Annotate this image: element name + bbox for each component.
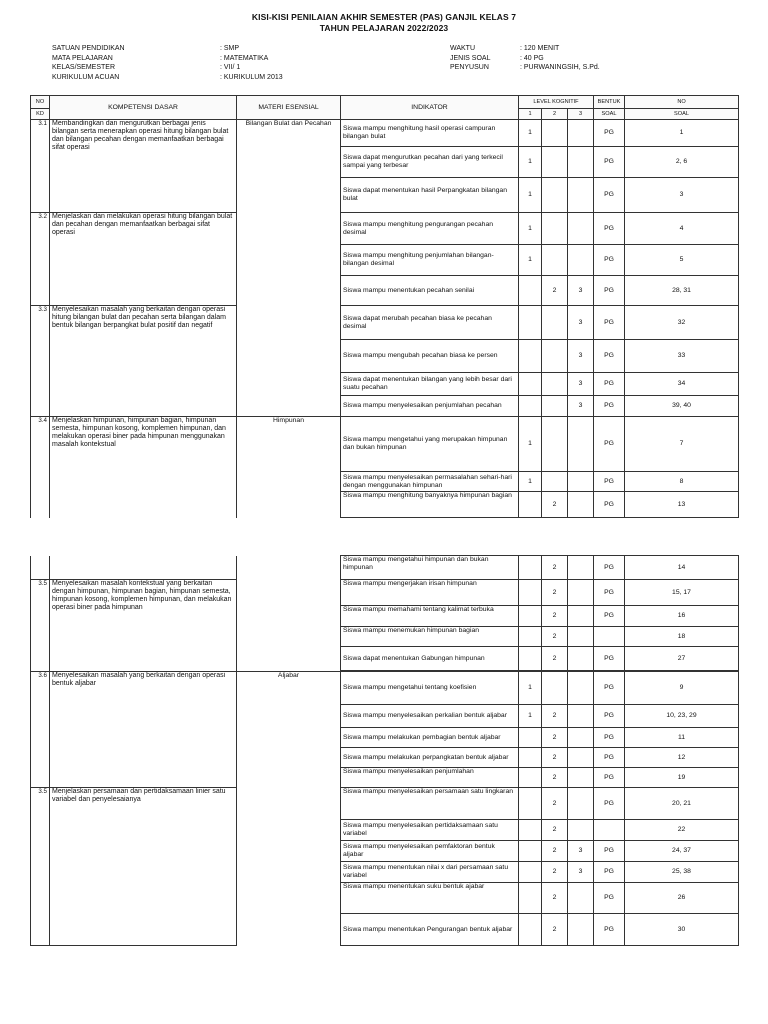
- no-soal-cell: 30: [625, 914, 739, 946]
- level-2-cell: 2: [542, 627, 568, 647]
- no-soal-cell: 15, 17: [625, 580, 739, 606]
- indikator-cell: Siswa mampu menghitung banyaknya himpunan bagian: [341, 492, 519, 518]
- kd-number: 3.4: [31, 417, 50, 518]
- level-3-cell: [568, 178, 594, 213]
- level-2-cell: 2: [542, 580, 568, 606]
- level-2-cell: 2: [542, 788, 568, 820]
- kd-number: 3.5: [31, 580, 50, 672]
- level-1-cell: [519, 748, 542, 768]
- bentuk-cell: [594, 627, 625, 647]
- level-2-cell: 2: [542, 820, 568, 841]
- level-2-cell: 2: [542, 556, 568, 580]
- level-3-cell: [568, 245, 594, 276]
- level-1-cell: 1: [519, 178, 542, 213]
- indikator-cell: Siswa mampu menentukan pecahan senilai: [341, 276, 519, 306]
- meta-label: JENIS SOAL: [450, 54, 491, 62]
- level-3-cell: [568, 492, 594, 518]
- no-soal-cell: 7: [625, 417, 739, 472]
- level-3-cell: [568, 914, 594, 946]
- bentuk-cell: PG: [594, 748, 625, 768]
- header-indikator: INDIKATOR: [341, 96, 519, 120]
- level-2-cell: 2: [542, 705, 568, 728]
- kd-text: Menyelesaikan masalah yang berkaitan dengan operasi bentuk aljabar: [50, 672, 237, 788]
- indikator-cell: Siswa dapat mengurutkan pecahan dari yang terkecil sampai yang terbesar: [341, 147, 519, 178]
- level-1-cell: [519, 606, 542, 627]
- level-2-cell: 2: [542, 728, 568, 748]
- title-line-2: TAHUN PELAJARAN 2022/2023: [319, 23, 449, 33]
- level-1-cell: [519, 340, 542, 373]
- bentuk-cell: PG: [594, 788, 625, 820]
- meta-row: [52, 73, 283, 83]
- level-1-cell: 1: [519, 245, 542, 276]
- kd-text: Menjelaskan dan melakukan operasi hitung bilangan bulat dan pecahan dengan memanfaatkan berbagai sifat operasi: [50, 213, 237, 306]
- meta-row: [52, 44, 283, 54]
- title-line-1: KISI-KISI PENILAIAN AKHIR SEMESTER (PAS) GANJIL KELAS 7: [251, 12, 517, 22]
- bentuk-cell: PG: [594, 373, 625, 396]
- no-soal-cell: 26: [625, 883, 739, 914]
- bentuk-cell: PG: [594, 276, 625, 306]
- level-2-cell: 2: [542, 841, 568, 862]
- indikator-cell: Siswa mampu menyelesaikan perkalian bentuk aljabar: [341, 705, 519, 728]
- level-3-cell: [568, 705, 594, 728]
- meta-row: [52, 54, 283, 64]
- level-2-cell: [542, 147, 568, 178]
- header-no-soal-bottom: SOAL: [625, 109, 739, 120]
- meta-value: : 40 PG: [520, 54, 544, 62]
- indikator-cell: Siswa dapat merubah pecahan biasa ke pecahan desimal: [341, 306, 519, 340]
- meta-value: : MATEMATIKA: [220, 54, 269, 62]
- level-3-cell: [568, 788, 594, 820]
- kd-text: Menyelesaikan masalah kontekstual yang berkaitan dengan himpunan, himpunan bagian, himpunan semesta, himpunan kosong, komplemen himpunan, dan melakukan operasi biner pada himpunan: [50, 580, 237, 672]
- bentuk-cell: PG: [594, 147, 625, 178]
- bentuk-cell: [594, 820, 625, 841]
- materi-cell: Aljabar: [237, 672, 341, 946]
- header-materi: MATERI ESENSIAL: [237, 96, 341, 120]
- level-3-cell: 3: [568, 841, 594, 862]
- level-2-cell: [542, 340, 568, 373]
- no-soal-cell: 39, 40: [625, 396, 739, 417]
- level-2-cell: 2: [542, 606, 568, 627]
- level-3-cell: [568, 883, 594, 914]
- bentuk-cell: PG: [594, 672, 625, 705]
- indikator-cell: Siswa mampu mengubah pecahan biasa ke persen: [341, 340, 519, 373]
- header-no-soal: NO: [625, 96, 739, 109]
- bentuk-cell: PG: [594, 178, 625, 213]
- meta-row: [52, 63, 283, 73]
- table-row: [31, 580, 739, 606]
- indikator-cell: Siswa mampu menentukan suku bentuk ajabar: [341, 883, 519, 914]
- indikator-cell: Siswa dapat menentukan bilangan yang lebih besar dari suatu pecahan: [341, 373, 519, 396]
- level-1-cell: [519, 914, 542, 946]
- level-3-cell: [568, 556, 594, 580]
- level-3-cell: [568, 672, 594, 705]
- header-bentuk: BENTUK: [594, 96, 625, 109]
- meta-label: KELAS/SEMESTER: [52, 64, 116, 72]
- bentuk-cell: PG: [594, 417, 625, 472]
- indikator-cell: Siswa mampu menemukan himpunan bagian: [341, 627, 519, 647]
- table-row: [31, 213, 739, 245]
- level-1-cell: 1: [519, 705, 542, 728]
- level-3-cell: [568, 213, 594, 245]
- level-3-cell: 3: [568, 862, 594, 883]
- kd-number-continued: [31, 556, 50, 580]
- no-soal-cell: 10, 23, 29: [625, 705, 739, 728]
- kd-text: Menjelaskan himpunan, himpunan bagian, himpunan semesta, himpunan kosong, komplemen himpunan, dan melakukan operasi biner pada himpunan menggunakan masalah kontekstual: [50, 417, 237, 518]
- bentuk-cell: PG: [594, 768, 625, 788]
- meta-label: SATUAN PENDIDIKAN: [52, 45, 125, 52]
- level-2-cell: 2: [542, 768, 568, 788]
- indikator-cell: Siswa dapat menentukan hasil Perpangkatan bilangan bulat: [341, 178, 519, 213]
- level-2-cell: [542, 472, 568, 492]
- indikator-cell: Siswa mampu menghitung hasil operasi campuran bilangan bulat: [341, 120, 519, 147]
- level-3-cell: [568, 647, 594, 671]
- meta-label: MATA PELAJARAN: [52, 54, 113, 62]
- materi-cell-continued: [237, 556, 341, 672]
- indikator-cell: Siswa mampu menyelesaikan pemfaktoran bentuk aljabar: [341, 841, 519, 862]
- level-1-cell: 1: [519, 213, 542, 245]
- no-soal-cell: 32: [625, 306, 739, 340]
- indikator-cell: Siswa mampu menentukan nilai x dari persamaan satu variabel: [341, 862, 519, 883]
- no-soal-cell: 33: [625, 340, 739, 373]
- level-1-cell: [519, 820, 542, 841]
- level-3-cell: 3: [568, 276, 594, 306]
- level-3-cell: [568, 606, 594, 627]
- indikator-cell: Siswa mampu mengerjakan irisan himpunan: [341, 580, 519, 606]
- level-1-cell: 1: [519, 417, 542, 472]
- meta-row: [450, 63, 600, 73]
- table-row: [31, 672, 739, 705]
- level-1-cell: [519, 883, 542, 914]
- indikator-cell: Siswa mampu memahami tentang kalimat terbuka: [341, 606, 519, 627]
- level-1-cell: [519, 728, 542, 748]
- level-3-cell: [568, 627, 594, 647]
- kd-number: 3.6: [31, 672, 50, 788]
- bentuk-cell: PG: [594, 492, 625, 518]
- bentuk-cell: PG: [594, 213, 625, 245]
- table-row: [31, 417, 739, 472]
- level-1-cell: [519, 276, 542, 306]
- no-soal-cell: 3: [625, 178, 739, 213]
- kisi-kisi-table-part-2: [30, 555, 739, 946]
- no-soal-cell: 8: [625, 472, 739, 492]
- level-2-cell: 2: [542, 492, 568, 518]
- indikator-cell: Siswa mampu mengetahui tentang koefisien: [341, 672, 519, 705]
- indikator-cell: Siswa mampu melakukan pembagian bentuk aljabar: [341, 728, 519, 748]
- level-3-cell: [568, 120, 594, 147]
- meta-label: KURIKULUM ACUAN: [52, 73, 120, 81]
- header-level: LEVEL KOGNITIF: [519, 96, 594, 109]
- level-2-cell: [542, 672, 568, 705]
- no-soal-cell: 2, 6: [625, 147, 739, 178]
- no-soal-cell: 9: [625, 672, 739, 705]
- indikator-cell: Siswa mampu menyelesaikan persamaan satu lingkaran: [341, 788, 519, 820]
- header-row: [31, 96, 739, 109]
- no-soal-cell: 12: [625, 748, 739, 768]
- indikator-cell: Siswa mampu mengetahui himpunan dan bukan himpunan: [341, 556, 519, 580]
- kd-text: Menyelesaikan masalah yang berkaitan dengan operasi hitung bilangan bulat dan pecahan serta bilangan dalam bentuk bilangan berpangkat bulat positif dan negatif: [50, 306, 237, 417]
- kd-text: Menjelaskan persamaan dan pertidaksamaan linier satu variabel dan penyelesaianya: [50, 788, 237, 946]
- level-1-cell: 1: [519, 672, 542, 705]
- no-soal-cell: 27: [625, 647, 739, 671]
- bentuk-cell: PG: [594, 396, 625, 417]
- kd-text-continued: [50, 556, 237, 580]
- level-2-cell: [542, 178, 568, 213]
- no-soal-cell: 22: [625, 820, 739, 841]
- level-3-cell: [568, 728, 594, 748]
- level-2-cell: [542, 396, 568, 417]
- table-row: [31, 120, 739, 147]
- indikator-cell: Siswa mampu menyelesaikan permasalahan sehari-hari dengan menggunakan himpunan: [341, 472, 519, 492]
- level-3-cell: [568, 820, 594, 841]
- level-1-cell: [519, 768, 542, 788]
- no-soal-cell: 34: [625, 373, 739, 396]
- level-3-cell: [568, 472, 594, 492]
- no-soal-cell: 25, 38: [625, 862, 739, 883]
- level-1-cell: [519, 396, 542, 417]
- meta-left: [52, 44, 283, 82]
- header-level-1: 1: [519, 109, 542, 120]
- no-soal-cell: 14: [625, 556, 739, 580]
- bentuk-cell: PG: [594, 841, 625, 862]
- bentuk-cell: PG: [594, 340, 625, 373]
- bentuk-cell: PG: [594, 245, 625, 276]
- level-1-cell: [519, 556, 542, 580]
- indikator-cell: Siswa mampu menyelesaikan penjumlahan pecahan: [341, 396, 519, 417]
- no-soal-cell: 13: [625, 492, 739, 518]
- level-3-cell: 3: [568, 306, 594, 340]
- header-level-3: 3: [568, 109, 594, 120]
- level-1-cell: [519, 580, 542, 606]
- level-1-cell: 1: [519, 147, 542, 178]
- no-soal-cell: 28, 31: [625, 276, 739, 306]
- header-no: NO: [31, 96, 50, 109]
- no-soal-cell: 4: [625, 213, 739, 245]
- kisi-kisi-table-part-1: [30, 95, 739, 518]
- indikator-cell: Siswa mampu menyelesaikan pertidaksamaan satu variabel: [341, 820, 519, 841]
- bentuk-cell: PG: [594, 862, 625, 883]
- level-2-cell: 2: [542, 748, 568, 768]
- no-soal-cell: 24, 37: [625, 841, 739, 862]
- bentuk-cell: PG: [594, 647, 625, 671]
- header-soal: SOAL: [594, 109, 625, 120]
- level-1-cell: 1: [519, 120, 542, 147]
- kd-number: 3.1: [31, 120, 50, 213]
- meta-row: [450, 54, 600, 64]
- level-2-cell: 2: [542, 862, 568, 883]
- level-3-cell: [568, 147, 594, 178]
- level-1-cell: [519, 492, 542, 518]
- meta-value: : PURWANINGSIH, S.Pd.: [520, 64, 600, 72]
- level-1-cell: [519, 862, 542, 883]
- bentuk-cell: PG: [594, 580, 625, 606]
- meta-right: [450, 44, 600, 73]
- level-1-cell: [519, 841, 542, 862]
- meta-value: : 120 MENIT: [520, 45, 560, 52]
- level-2-cell: [542, 417, 568, 472]
- bentuk-cell: PG: [594, 472, 625, 492]
- no-soal-cell: 19: [625, 768, 739, 788]
- kd-number: 3.5: [31, 788, 50, 946]
- header-kompetensi: KOMPETENSI DASAR: [50, 96, 237, 120]
- level-3-cell: [568, 748, 594, 768]
- level-2-cell: 2: [542, 276, 568, 306]
- level-2-cell: [542, 120, 568, 147]
- header-level-2: 2: [542, 109, 568, 120]
- level-1-cell: 1: [519, 472, 542, 492]
- bentuk-cell: PG: [594, 120, 625, 147]
- level-3-cell: [568, 417, 594, 472]
- table-row: [31, 306, 739, 340]
- header-kd: KD: [31, 109, 50, 120]
- level-2-cell: [542, 213, 568, 245]
- bentuk-cell: PG: [594, 306, 625, 340]
- indikator-cell: Siswa mampu menghitung penjumlahan bilangan-bilangan desimal: [341, 245, 519, 276]
- indikator-cell: Siswa mampu mengetahui yang merupakan himpunan dan bukan himpunan: [341, 417, 519, 472]
- bentuk-cell: PG: [594, 606, 625, 627]
- indikator-cell: Siswa mampu menghitung pengurangan pecahan desimal: [341, 213, 519, 245]
- indikator-cell: Siswa mampu melakukan perpangkatan bentuk aljabar: [341, 748, 519, 768]
- bentuk-cell: PG: [594, 705, 625, 728]
- level-3-cell: 3: [568, 340, 594, 373]
- meta-label: PENYUSUN: [450, 64, 489, 72]
- level-2-cell: 2: [542, 914, 568, 946]
- level-1-cell: [519, 373, 542, 396]
- no-soal-cell: 20, 21: [625, 788, 739, 820]
- bentuk-cell: PG: [594, 556, 625, 580]
- materi-cell: Himpunan: [237, 417, 341, 518]
- no-soal-cell: 16: [625, 606, 739, 627]
- indikator-cell: Siswa dapat menentukan Gabungan himpunan: [341, 647, 519, 671]
- kd-number: 3.3: [31, 306, 50, 417]
- level-1-cell: [519, 788, 542, 820]
- bentuk-cell: PG: [594, 914, 625, 946]
- indikator-cell: Siswa mampu menyelesaikan penjumlahan: [341, 768, 519, 788]
- meta-label: WAKTU: [450, 45, 476, 52]
- level-3-cell: 3: [568, 373, 594, 396]
- no-soal-cell: 5: [625, 245, 739, 276]
- level-1-cell: [519, 627, 542, 647]
- level-2-cell: 2: [542, 883, 568, 914]
- kd-text: Membandingkan dan mengurutkan berbagai jenis bilangan serta menerapkan operasi hitung bilangan bulat dan bilangan pecahan dengan memanfaatkan berbagai sifat operasi: [50, 120, 237, 213]
- document-title: [0, 12, 768, 34]
- level-1-cell: [519, 647, 542, 671]
- no-soal-cell: 1: [625, 120, 739, 147]
- no-soal-cell: 18: [625, 627, 739, 647]
- bentuk-cell: PG: [594, 728, 625, 748]
- materi-cell: Bilangan Bulat dan Pecahan: [237, 120, 341, 417]
- level-3-cell: 3: [568, 396, 594, 417]
- table-row: [31, 556, 739, 580]
- level-2-cell: 2: [542, 647, 568, 671]
- level-3-cell: [568, 768, 594, 788]
- no-soal-cell: 11: [625, 728, 739, 748]
- level-1-cell: [519, 306, 542, 340]
- meta-value: : VII/ 1: [220, 64, 241, 72]
- level-2-cell: [542, 373, 568, 396]
- level-2-cell: [542, 245, 568, 276]
- table-row: [31, 788, 739, 820]
- level-2-cell: [542, 306, 568, 340]
- indikator-cell: Siswa mampu menentukan Pengurangan bentuk aljabar: [341, 914, 519, 946]
- kd-number: 3.2: [31, 213, 50, 306]
- meta-value: : KURIKULUM 2013: [220, 73, 283, 81]
- meta-row: [450, 44, 600, 54]
- bentuk-cell: PG: [594, 883, 625, 914]
- level-3-cell: [568, 580, 594, 606]
- meta-value: : SMP: [220, 45, 240, 52]
